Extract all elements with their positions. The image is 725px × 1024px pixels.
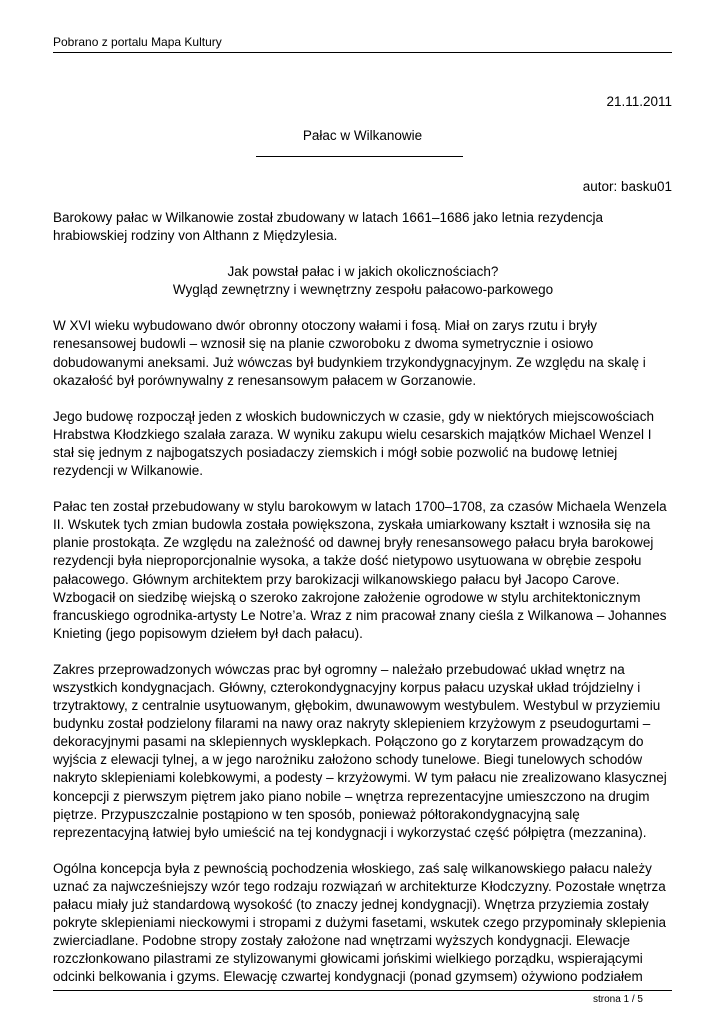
- source-label: Pobrano z portalu Mapa Kultury: [53, 35, 222, 49]
- text-line: reprezentacyjną łatwiej było umieścić na tej kondygnacji i wykorzystać część półpiętra (mezzanina).: [53, 824, 647, 840]
- text-line: rozczłonkowano pilastrami ze stylizowanymi głowicami jońskimi wielkiego porządku, wspierającymi: [53, 951, 643, 967]
- text-line: dobudowanymi aneksami. Już wówczas był budynkiem trzykondygnacyjnym. Ze względu na skalę i: [53, 354, 646, 370]
- text-line: zwierciadlane. Podobne stropy zostały założone nad wnętrzami wyższych kondygnacji. Elewacje: [53, 933, 631, 949]
- body-paragraph: [53, 317, 673, 389]
- text-line: wyjścia z elewacji tylnej, a w jego narożniku założono schody tunelowe. Biegi tunelowych schodów: [53, 752, 643, 768]
- text-line: budynku został podzielony filarami na nawy oraz nakryty sklepieniem krzyżowym z pseudogurtami –: [53, 716, 651, 732]
- text-line: trzytraktowy, z centralnie usytuowanym, głębokim, dwunawowym westybulem. Westybul w przyziemiu: [53, 698, 661, 714]
- text-line: pałacu miały już standardową wysokość (to znaczy jednej kondygnacji). Wnętrza przyziemia zostały: [53, 897, 649, 912]
- text-line: Zakres przeprowadzonych wówczas prac był ogromny – należało przebudować układ wnętrz na: [53, 661, 625, 677]
- body-paragraph: [53, 661, 673, 842]
- text-line: Hrabstwa Kłodzkiego szalała zaraza. W wyniku zakupu wielu cesarskich majątków Michael Wenzel I: [53, 426, 652, 442]
- text-line: rezydencji w Wilkanowie.: [53, 463, 204, 479]
- intro-paragraph: [53, 209, 673, 245]
- text-line: odcinki belkowania i gzyms. Elewację czwartej kondygnacji (ponad gzymsem) ożywiono podziałem: [53, 969, 643, 985]
- page-number: strona 1 / 5: [592, 994, 643, 1005]
- text-line: II. Wskutek tych zmian budowla została powiększona, zyskała umiarkowany kształt i wznosiła się na: [53, 517, 651, 533]
- body-paragraph: [53, 860, 673, 987]
- text-line: rezydencji była nieproporcjonalnie wysoka, a także dość nietypowo usytuowana w obrębie zespołu: [53, 553, 642, 569]
- text-line: koncepcji z pierwszym piętrem jako piano nobile – wnętrza reprezentacyjne umieszczono na drugim: [53, 788, 650, 804]
- document-date: 21.11.2011: [606, 94, 672, 109]
- text-line: stał się jednym z najbogatszych posiadaczy ziemskich i mógł sobie pozwolić na budowę letniej: [53, 444, 618, 460]
- document-title: Pałac w Wilkanowie: [302, 128, 423, 143]
- document-author: autor: basku01: [582, 179, 672, 194]
- text-line: hrabiowskiej rodziny von Althann z Międzylesia.: [53, 228, 338, 244]
- text-line: francuskiego ogrodnika-artysty Le Notre’a. Wraz z nim pracował znany cieśla z Wilkanowa – Johannes: [53, 607, 667, 623]
- text-line: Pałac ten został przebudowany w stylu barokowym w latach 1700–1708, za czasów Michaela Wenzela: [53, 499, 667, 515]
- document-body: [53, 209, 673, 1004]
- body-paragraph: [53, 408, 673, 480]
- text-line: wszystkich kondygnacjach. Główny, czterokondygnacyjny korpus pałacu uzyskał układ trójdzielny i: [53, 679, 641, 695]
- heading-line: Jak powstał pałac i w jakich okolicznościach?: [227, 264, 499, 280]
- text-line: planie prostokąta. Ze względu na zależność od dawnej bryły renesansowego pałacu bryła barokowej: [53, 535, 654, 551]
- text-line: Barokowy pałac w Wilkanowie został zbudowany w latach 1661–1686 jako letnia rezydencja: [53, 210, 604, 225]
- text-line: renesansowej budowli – wznosił się na planie czworoboku z dwoma symetrycznie i osiowo: [53, 336, 594, 352]
- text-line: pokryte sklepieniami nieckowymi i stropami z dużymi fasetami, wskutek czego przypominały sklepienia: [53, 915, 666, 931]
- section-heading: [53, 263, 673, 299]
- text-line: Knieting (jego popisowym dziełem był dach pałacu).: [53, 625, 363, 641]
- text-line: uznać za najwcześniejszy wzór tego rodzaju rozwiązań w architekturze Kłodczyzny. Pozostałe wnętrza: [53, 878, 666, 894]
- text-line: Ogólna koncepcja była z pewnością pochodzenia włoskiego, zaś salę wilkanowskiego pałacu należy: [53, 860, 652, 876]
- text-line: Wzbogacił on siedzibę wiejską o szeroko zakrojone założenie ogrodowe w stylu architektonicznym: [53, 589, 641, 605]
- body-paragraph: [53, 498, 673, 643]
- title-underline: [256, 156, 463, 157]
- text-line: nakryto sklepieniami kolebkowymi, a podesty – krzyżowymi. W tym pałacu nie zrealizowano klasycznej: [53, 770, 667, 786]
- text-line: okazałość był porównywalny z renesansowym pałacem w Gorzanowie.: [53, 372, 477, 388]
- text-line: pałacowego. Głównym architektem przy barokizacji wilkanowskiego pałacu był Jacopo Carove.: [53, 571, 620, 587]
- text-line: W XVI wieku wybudowano dwór obronny otoczony wałami i fosą. Miał on zarys rzutu i bryły: [53, 318, 597, 334]
- text-line: dekoracyjnymi pasami na sklepiennych wysklepkach. Połączono go z korytarzem prowadzącym do: [53, 734, 644, 750]
- text-line: Jego budowę rozpoczął jeden z włoskich budowniczych w czasie, gdy w niektórych miejscowościach: [53, 408, 655, 424]
- text-line: piętrze. Przypuszczalnie postąpiono w ten sposób, ponieważ półtorakondygnacyjną salę: [53, 806, 580, 822]
- page-footer-rule: [53, 990, 672, 991]
- heading-line: Wygląd zewnętrzny i wewnętrzny zespołu pałacowo-parkowego: [172, 282, 554, 298]
- page-header: [53, 34, 672, 53]
